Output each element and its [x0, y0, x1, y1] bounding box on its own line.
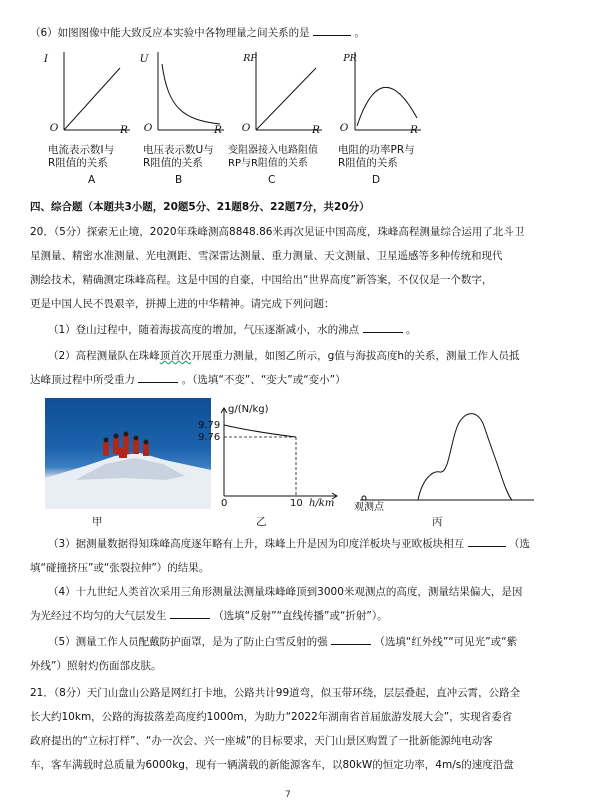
- graph-d-caption-1: 电阻的功率PR与: [338, 144, 415, 156]
- option-d-letter[interactable]: D: [372, 174, 381, 186]
- graph-b-caption-1: 电压表示数U与: [143, 144, 214, 156]
- q20-part-4-line-1: （4）十九世纪人类首次采用三角形测量法测量珠峰峰顶到3000米观测点的高度，测量结果偏大，是因: [48, 586, 523, 598]
- mountain-outline: [418, 414, 512, 500]
- chart-tick-0: 0: [221, 498, 228, 509]
- graph-c-caption-2: RP与R阻值的关系: [228, 158, 308, 169]
- summit-climbers-photo: [45, 398, 211, 509]
- graph-d-curve: [357, 87, 417, 126]
- section-heading: 四、综合题（本题共3小题，20题5分、21题8分、22题7分，共20分）: [30, 201, 370, 213]
- q6-prompt: （6）如图图像中能大致反应本实验中各物理量之间关系的是 。: [30, 27, 365, 39]
- graph-b-caption-2: R阻值的关系: [143, 157, 203, 169]
- graph-a-curve: [64, 68, 120, 130]
- q20-4-answer-blank[interactable]: [170, 618, 210, 619]
- observation-point-label: 观测点: [354, 502, 384, 513]
- q20-1-answer-blank[interactable]: [363, 332, 403, 333]
- option-a-letter[interactable]: A: [88, 174, 96, 186]
- g-vs-h-chart: [216, 404, 344, 508]
- graph-a-caption-1: 电流表示数I与: [48, 144, 115, 156]
- q21-line-4: 车，客车满载时总质量为6000kg，现有一辆满载的新能源客车，以80kW的恒定功率，4m/s的速度沿盘: [30, 759, 514, 771]
- q20-part-3-line-1: （3）据测量数据得知珠峰高度逐年略有上升，珠峰上升是因为印度洋板块与亚欧板块相互 （选: [48, 538, 530, 550]
- q20-part-2-line-1: （2）高程测量队在珠峰顶首次开展重力测量，如图乙所示，g值与海拔高度h的关系，测量工作人员抵: [48, 350, 520, 362]
- mountain-diagram: [360, 408, 536, 504]
- figure-jia-label: 甲: [92, 516, 103, 528]
- q20-5-answer-blank[interactable]: [331, 644, 371, 645]
- option-b-letter[interactable]: B: [175, 174, 183, 186]
- q20-part-5-line-2: 外线”）照射灼伤面部皮肤。: [30, 660, 162, 672]
- q20-line-4: 更是中国人民不畏艰辛，拼搏上进的中华精神。请完成下列问题：: [30, 298, 335, 310]
- g-curve: [224, 425, 296, 437]
- figure-yi-label: 乙: [256, 516, 267, 528]
- chart-xlabel: h/km: [309, 498, 335, 509]
- graph-b-xlabel: R: [214, 124, 222, 136]
- chart-tick-9-79: 9.79: [198, 420, 221, 431]
- graph-d-ylabel: PR: [343, 53, 357, 64]
- q20-part-3-line-2: 填“碰撞挤压”或“张裂拉伸”）的结果。: [30, 562, 210, 574]
- chart-tick-10: 10: [290, 498, 303, 509]
- graph-c-origin: O: [241, 122, 251, 134]
- q21-line-1: 21．（8分）天门山盘山公路是网红打卡地，公路共计99道弯，似玉带环绕，层层叠起，直冲云霄，公路全: [30, 687, 521, 699]
- graph-c-ylabel: RP: [243, 53, 257, 64]
- graph-c-curve: [256, 68, 316, 130]
- q20-part-1: （1）登山过程中，随着海拔高度的增加，气压逐渐减小，水的沸点 。: [48, 324, 417, 336]
- q20-line-1: 20．（5分）探索无止境，2020年珠峰测高8848.86米再次见证中国高度，珠峰高程测量综合运用了北斗卫: [30, 226, 525, 238]
- graph-a-origin: O: [49, 122, 59, 134]
- graph-d-caption-2: R阻值的关系: [338, 157, 398, 169]
- q6-text: （6）如图图像中能大致反应本实验中各物理量之间关系的是: [30, 27, 310, 39]
- graph-b-curve: [162, 64, 220, 124]
- q20-line-2: 星测量、精密水准测量、光电测距、雪深雷达测量、重力测量、天文测量、卫星遥感等多种传统和现代: [30, 250, 503, 262]
- chart-ylabel: g/(N/kg): [228, 404, 269, 415]
- q21-line-3: 政府提出的“立标打样”、“办一次会、兴一座城”的目标要求，天门山景区购置了一批新能源纯电动客: [30, 735, 493, 747]
- q20-3-answer-blank[interactable]: [468, 546, 506, 547]
- graph-d-xlabel: R: [410, 124, 418, 136]
- graph-b-ylabel: U: [139, 53, 149, 65]
- q20-part-5-line-1: （5）测量工作人员配戴防护面罩，是为了防止白雪反射的强 （选填“红外线”“可见光”或“紫: [48, 636, 518, 648]
- graph-c-caption-1: 变阻器接入电路阻值: [228, 145, 318, 156]
- q20-part-2-line-2: 达峰顶过程中所受重力 。（选填“不变”、“变大”或“变小”）: [30, 374, 346, 386]
- q20-part-4-line-2: 为光经过不均匀的大气层发生 （选填“反射”“直线传播”或“折射”）。: [30, 610, 388, 622]
- option-c-letter[interactable]: C: [268, 174, 276, 186]
- q20-line-3: 测绘技术，精确测定珠峰高程。这是中国的自豪，中国给出“世界高度”新答案，不仅仅是一个数字，: [30, 274, 493, 286]
- graph-c-xlabel: R: [312, 124, 320, 136]
- graph-a-caption-2: R阻值的关系: [48, 157, 108, 169]
- q6-answer-blank[interactable]: [313, 35, 351, 36]
- wavy-underlined-text: 顶首次: [159, 350, 192, 362]
- chart-tick-9-76: 9.76: [198, 432, 221, 443]
- graph-a-ylabel: I: [43, 53, 49, 65]
- figure-bing-label: 丙: [432, 516, 443, 528]
- q20-2-answer-blank[interactable]: [138, 382, 178, 383]
- q21-line-2: 长大约10km，公路的海拔落差高度约1000m，为助力“2022年湖南省首届旅游发展大会”，实现省委省: [30, 711, 513, 723]
- page-number: 7: [285, 790, 291, 800]
- graph-d-origin: O: [339, 122, 349, 134]
- graph-a-xlabel: R: [120, 124, 128, 136]
- graph-b-origin: O: [143, 122, 153, 134]
